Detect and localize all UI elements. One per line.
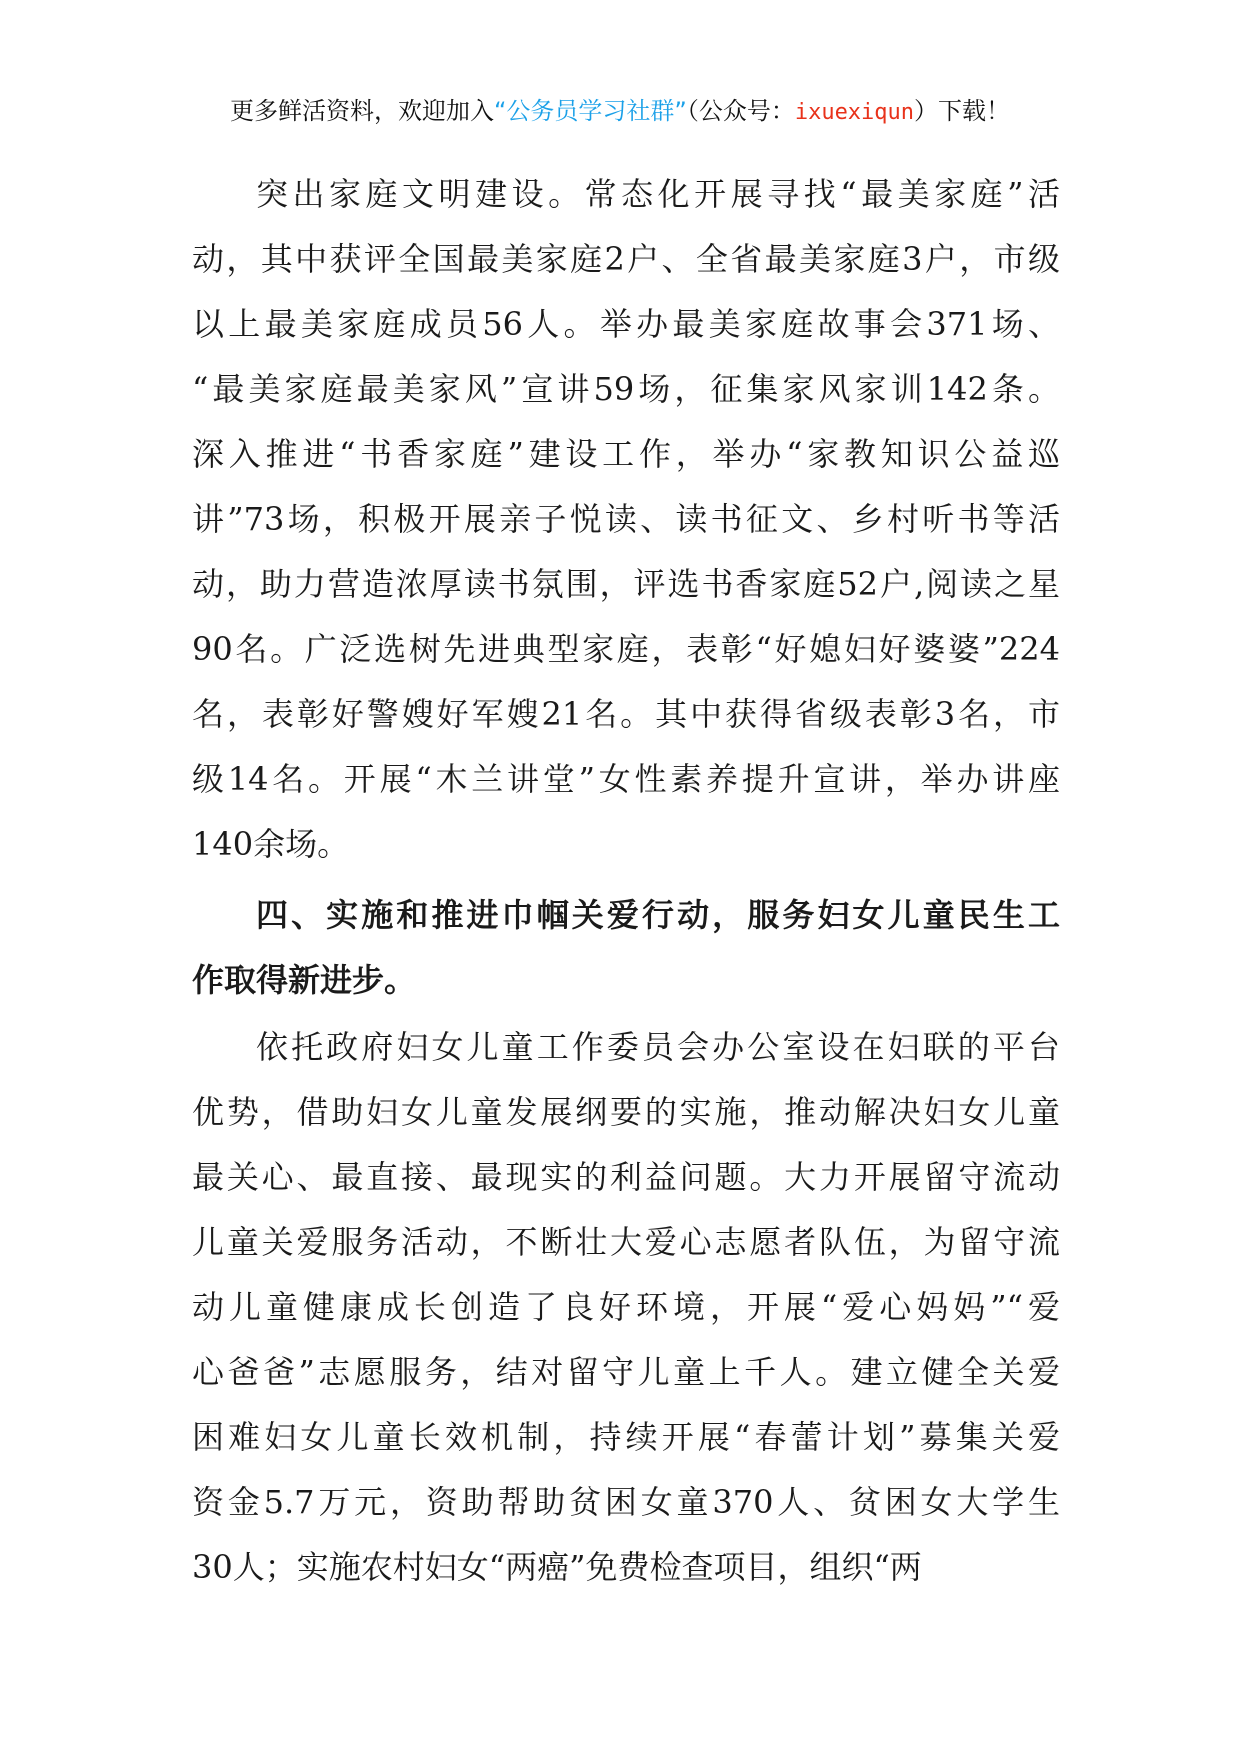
- paragraph-family-civilization: [192, 162, 1060, 877]
- paragraph-line: 动儿童健康成长创造了良好环境，开展“爱心妈妈”“爱: [192, 1288, 1060, 1326]
- paragraph-line: 最关心、最直接、最现实的利益问题。大力开展留守流动: [192, 1158, 1060, 1196]
- heading-line: 四、实施和推进巾帼关爱行动，服务妇女儿童民生工: [256, 896, 1060, 934]
- paragraph-line: 困难妇女儿童长效机制，持续开展“春蕾计划”募集关爱: [192, 1418, 1060, 1456]
- heading-line: 作取得新进步。: [192, 961, 417, 999]
- paragraph-line: 儿童关爱服务活动，不断壮大爱心志愿者队伍，为留守流: [192, 1223, 1060, 1261]
- paragraph-line: 资金5.7万元，资助帮助贫困女童370人、贫困女大学生: [192, 1483, 1060, 1521]
- paragraph-line: 以上最美家庭成员56人。举办最美家庭故事会371场、: [192, 305, 1060, 343]
- paragraph-line: 140余场。: [192, 825, 350, 863]
- header-group-name: “公务员学习社群”: [493, 97, 687, 125]
- paragraph-line: 动，助力营造浓厚读书氛围，评选书香家庭52户,阅读之星: [192, 565, 1060, 603]
- section-heading-4: [192, 883, 1060, 1013]
- paragraph-line: 深入推进“书香家庭”建设工作，举办“家教知识公益巡: [192, 435, 1060, 473]
- paragraph-line: 30人；实施农村妇女“两癌”免费检查项目，组织“两: [192, 1548, 922, 1586]
- header-suffix: ）下载！: [914, 97, 1011, 125]
- paragraph-line: 心爸爸”志愿服务，结对留守儿童上千人。建立健全关爱: [192, 1353, 1060, 1391]
- paragraph-line: 90名。广泛选树先进典型家庭，表彰“好媳妇好婆婆”224: [192, 630, 1060, 668]
- header-account: ixuexiqun: [794, 100, 915, 125]
- paragraph-line: 优势，借助妇女儿童发展纲要的实施，推动解决妇女儿童: [192, 1093, 1060, 1131]
- paragraph-line: “最美家庭最美家风”宣讲59场，征集家风家训142条。: [192, 370, 1060, 408]
- paragraph-line: 名，表彰好警嫂好军嫂21名。其中获得省级表彰3名，市: [192, 695, 1060, 733]
- paragraph-line: 突出家庭文明建设。常态化开展寻找“最美家庭”活: [256, 175, 1060, 213]
- header-middle: （公众号：: [686, 97, 795, 125]
- paragraph-line: 动，其中获评全国最美家庭2户、全省最美家庭3户，市级: [192, 240, 1060, 278]
- promo-header: [0, 96, 1240, 128]
- header-prefix: 更多鲜活资料，欢迎加入: [229, 97, 494, 125]
- paragraph-care-action: [192, 1015, 1060, 1600]
- paragraph-line: 级14名。开展“木兰讲堂”女性素养提升宣讲，举办讲座: [192, 760, 1060, 798]
- paragraph-line: 讲”73场，积极开展亲子悦读、读书征文、乡村听书等活: [192, 500, 1060, 538]
- paragraph-line: 依托政府妇女儿童工作委员会办公室设在妇联的平台: [256, 1028, 1060, 1066]
